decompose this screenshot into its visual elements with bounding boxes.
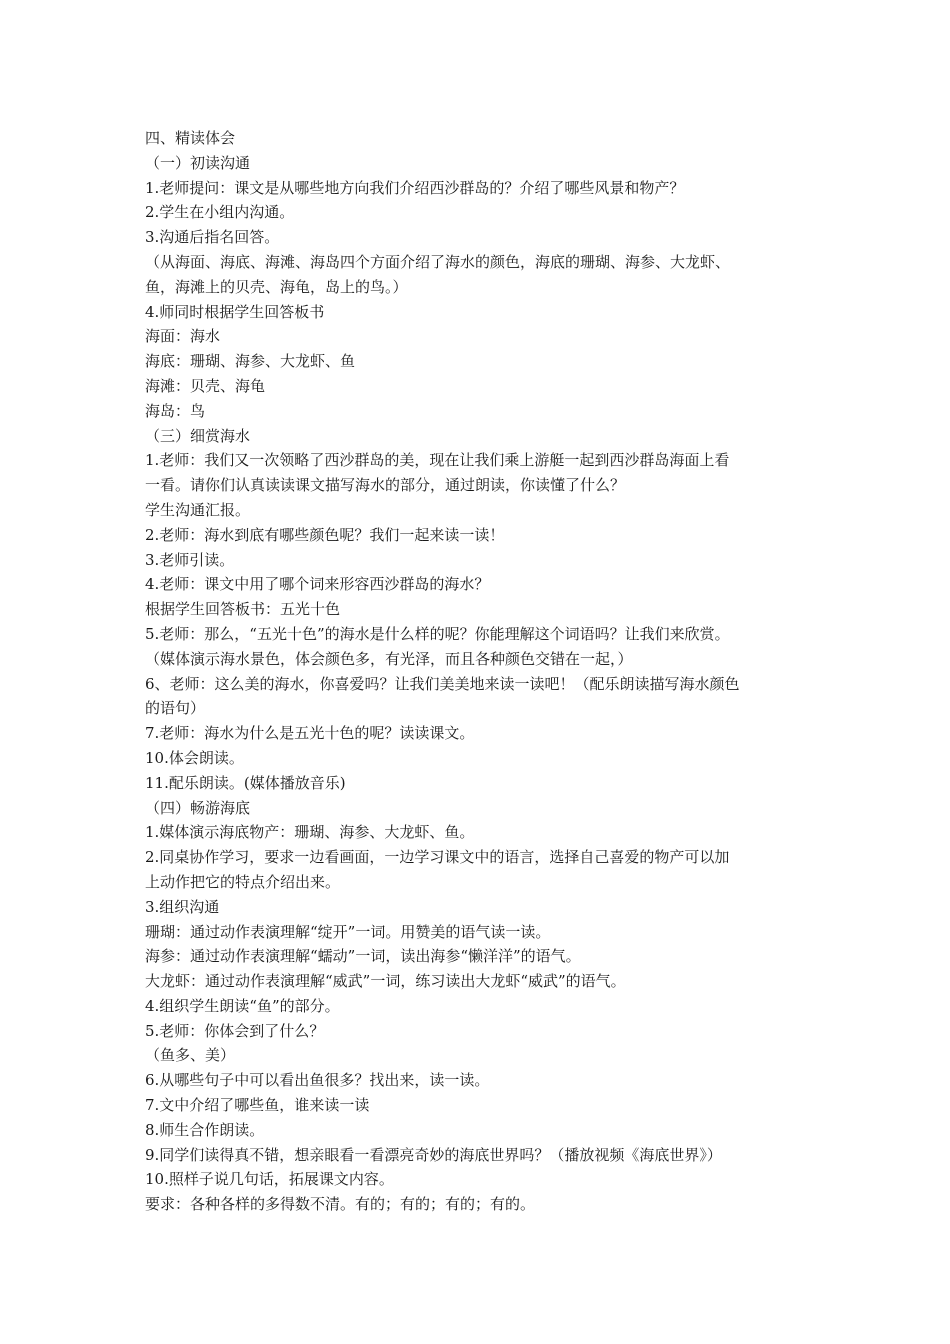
text-line: 1.老师提问：课文是从哪些地方向我们介绍西沙群岛的？介绍了哪些风景和物产？ <box>145 178 685 197</box>
text-line: 7.文中介绍了哪些鱼，谁来读一读 <box>145 1096 370 1115</box>
text-line: 鱼，海滩上的贝壳、海龟，岛上的鸟。） <box>145 277 408 296</box>
board-note: 海岛：鸟 <box>145 401 206 420</box>
text-line: 1.老师：我们又一次领略了西沙群岛的美，现在让我们乘上游艇一起到西沙群岛海面上看 <box>145 451 730 470</box>
subsection-heading: （一）初读沟通 <box>145 153 251 172</box>
text-line: 10.体会朗读。 <box>145 748 244 767</box>
text-line: 6.从哪些句子中可以看出鱼很多？找出来，读一读。 <box>145 1071 490 1090</box>
subsection-heading: （三）细赏海水 <box>145 426 251 445</box>
text-line: （从海面、海底、海滩、海岛四个方面介绍了海水的颜色，海底的珊瑚、海参、大龙虾、 <box>145 252 731 271</box>
text-line: 8.师生合作朗读。 <box>145 1120 265 1139</box>
text-line: 2.学生在小组内沟通。 <box>145 203 295 222</box>
text-line: 根据学生回答板书：五光十色 <box>145 600 341 619</box>
text-line: 7.老师：海水为什么是五光十色的呢？读读课文。 <box>145 724 475 743</box>
text-line: 一看。请你们认真读读课文描写海水的部分，通过朗读，你读懂了什么？ <box>145 476 626 495</box>
text-line: 4.老师：课文中用了哪个词来形容西沙群岛的海水？ <box>145 575 490 594</box>
text-line: 5.老师：你体会到了什么？ <box>145 1021 325 1040</box>
document-body <box>145 126 825 1217</box>
text-line: 海参：通过动作表演理解“蠕动”一词，读出海参“懒洋洋”的语气。 <box>145 947 581 966</box>
text-line: （媒体演示海水景色，体会颜色多，有光泽，而且各种颜色交错在一起，） <box>145 649 633 668</box>
text-line: 大龙虾：通过动作表演理解“威武”一词，练习读出大龙虾“威武”的语气。 <box>145 972 626 991</box>
text-line: 4.组织学生朗读“鱼”的部分。 <box>145 996 340 1015</box>
text-line: 2.老师：海水到底有哪些颜色呢？我们一起来读一读！ <box>145 525 505 544</box>
text-line: 学生沟通汇报。 <box>145 500 251 519</box>
text-line: 9.同学们读得真不错，想亲眼看一看漂亮奇妙的海底世界吗？（播放视频《海底世界》） <box>145 1145 722 1164</box>
board-note: 海滩：贝壳、海龟 <box>145 376 266 395</box>
text-line: 3.组织沟通 <box>145 897 220 916</box>
subsection-heading: （四）畅游海底 <box>145 798 251 817</box>
text-line: 5.老师：那么，“五光十色”的海水是什么样的呢？你能理解这个词语吗？让我们来欣赏。 <box>145 624 730 643</box>
text-line: 6、老师：这么美的海水，你喜爱吗？让我们美美地来读一读吧！（配乐朗读描写海水颜色 <box>145 674 740 693</box>
text-line: 上动作把它的特点介绍出来。 <box>145 872 341 891</box>
text-line: 2.同桌协作学习，要求一边看画面，一边学习课文中的语言，选择自己喜爱的物产可以加 <box>145 848 730 867</box>
text-line: 珊瑚：通过动作表演理解“绽开”一词。用赞美的语气读一读。 <box>145 922 551 941</box>
text-line: 要求：各种各样的多得数不清。有的；有的；有的；有的。 <box>145 1195 536 1214</box>
text-line: 4.师同时根据学生回答板书 <box>145 302 325 321</box>
text-line: 3.老师引读。 <box>145 550 235 569</box>
text-line: 的语句） <box>145 699 206 718</box>
text-line: （鱼多、美） <box>145 1046 236 1065</box>
board-note: 海底：珊瑚、海参、大龙虾、鱼 <box>145 352 356 371</box>
text-line: 1.媒体演示海底物产：珊瑚、海参、大龙虾、鱼。 <box>145 823 475 842</box>
text-line: 3.沟通后指名回答。 <box>145 228 280 247</box>
board-note: 海面：海水 <box>145 327 221 346</box>
section-heading: 四、精读体会 <box>145 129 236 147</box>
text-line: 10.照样子说几句话，拓展课文内容。 <box>145 1170 394 1189</box>
text-line: 11.配乐朗读。(媒体播放音乐) <box>145 773 346 792</box>
